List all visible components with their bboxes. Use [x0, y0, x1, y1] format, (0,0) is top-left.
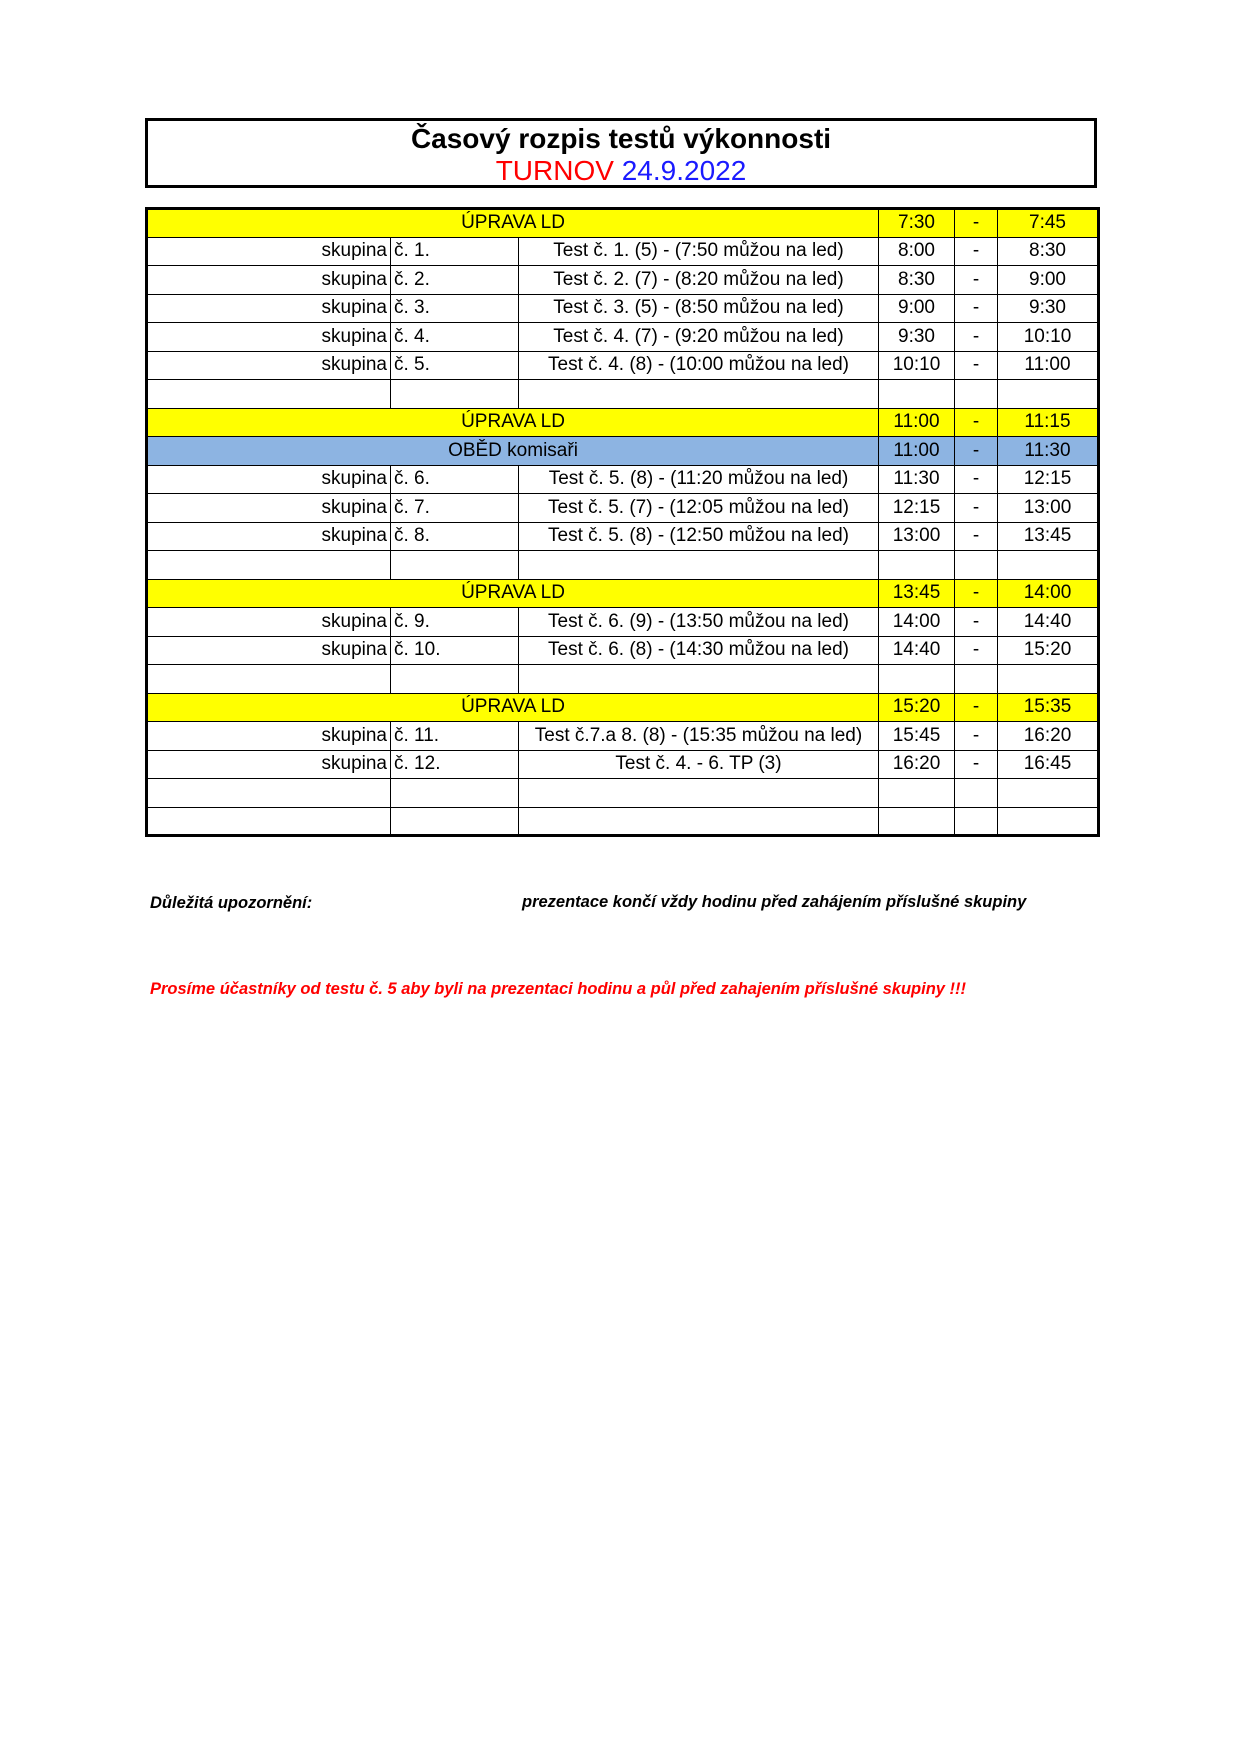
- table-row: [147, 608, 1099, 637]
- test-description: Test č. 4. (7) - (9:20 můžou na led): [519, 323, 879, 352]
- time-from: 14:40: [879, 636, 955, 665]
- empty-row: [147, 665, 1099, 694]
- table-row: [147, 494, 1099, 523]
- time-dash: -: [955, 750, 998, 779]
- time-to: 8:30: [998, 237, 1099, 266]
- empty-cell: [955, 380, 998, 409]
- empty-cell: [998, 665, 1099, 694]
- time-from: 11:00: [879, 437, 955, 466]
- time-dash: -: [955, 494, 998, 523]
- ice-maintenance-row: [147, 579, 1099, 608]
- empty-cell: [998, 551, 1099, 580]
- empty-cell: [519, 665, 879, 694]
- time-dash: -: [955, 351, 998, 380]
- time-from: 16:20: [879, 750, 955, 779]
- time-to: 9:30: [998, 294, 1099, 323]
- row-label: ÚPRAVA LD: [147, 209, 879, 238]
- row-label: ÚPRAVA LD: [147, 408, 879, 437]
- group-label: skupina: [147, 351, 391, 380]
- time-from: 9:30: [879, 323, 955, 352]
- empty-cell: [391, 551, 519, 580]
- test-description: Test č. 5. (8) - (12:50 můžou na led): [519, 522, 879, 551]
- table-row: [147, 750, 1099, 779]
- time-to: 7:45: [998, 209, 1099, 238]
- test-description: Test č.7.a 8. (8) - (15:35 můžou na led): [519, 722, 879, 751]
- empty-cell: [391, 807, 519, 836]
- group-label: skupina: [147, 465, 391, 494]
- empty-cell: [879, 807, 955, 836]
- time-to: 13:00: [998, 494, 1099, 523]
- empty-cell: [391, 779, 519, 808]
- title-date: 24.9.2022: [621, 155, 747, 186]
- test-description: Test č. 3. (5) - (8:50 můžou na led): [519, 294, 879, 323]
- time-to: 16:45: [998, 750, 1099, 779]
- group-number: č. 8.: [391, 522, 519, 551]
- subtitle: [148, 155, 1094, 187]
- empty-cell: [519, 380, 879, 409]
- note-label: Důležitá upozornění:: [150, 894, 313, 912]
- ice-maintenance-row: [147, 408, 1099, 437]
- empty-row: [147, 551, 1099, 580]
- time-dash: -: [955, 636, 998, 665]
- empty-cell: [391, 380, 519, 409]
- test-description: Test č. 4. - 6. TP (3): [519, 750, 879, 779]
- ice-maintenance-row: [147, 209, 1099, 238]
- group-number: č. 5.: [391, 351, 519, 380]
- time-from: 7:30: [879, 209, 955, 238]
- empty-cell: [955, 807, 998, 836]
- empty-cell: [879, 779, 955, 808]
- empty-cell: [147, 380, 391, 409]
- empty-cell: [147, 665, 391, 694]
- empty-cell: [998, 779, 1099, 808]
- group-number: č. 1.: [391, 237, 519, 266]
- time-from: 8:00: [879, 237, 955, 266]
- time-dash: -: [955, 522, 998, 551]
- group-number: č. 11.: [391, 722, 519, 751]
- time-from: 10:10: [879, 351, 955, 380]
- empty-cell: [879, 380, 955, 409]
- time-from: 13:45: [879, 579, 955, 608]
- test-description: Test č. 5. (8) - (11:20 můžou na led): [519, 465, 879, 494]
- test-description: Test č. 2. (7) - (8:20 můžou na led): [519, 266, 879, 295]
- table-row: [147, 351, 1099, 380]
- row-label: ÚPRAVA LD: [147, 693, 879, 722]
- time-to: 13:45: [998, 522, 1099, 551]
- group-label: skupina: [147, 237, 391, 266]
- table-row: [147, 465, 1099, 494]
- group-number: č. 10.: [391, 636, 519, 665]
- empty-cell: [955, 551, 998, 580]
- time-to: 16:20: [998, 722, 1099, 751]
- group-label: skupina: [147, 608, 391, 637]
- table-row: [147, 722, 1099, 751]
- time-to: 12:15: [998, 465, 1099, 494]
- time-to: 15:35: [998, 693, 1099, 722]
- table-row: [147, 266, 1099, 295]
- schedule-body: [147, 209, 1099, 836]
- group-number: č. 9.: [391, 608, 519, 637]
- empty-cell: [519, 779, 879, 808]
- group-label: skupina: [147, 750, 391, 779]
- group-label: skupina: [147, 294, 391, 323]
- group-number: č. 12.: [391, 750, 519, 779]
- test-description: Test č. 6. (8) - (14:30 můžou na led): [519, 636, 879, 665]
- test-description: Test č. 1. (5) - (7:50 můžou na led): [519, 237, 879, 266]
- table-row: [147, 294, 1099, 323]
- time-to: 15:20: [998, 636, 1099, 665]
- lunch-row: [147, 437, 1099, 466]
- empty-cell: [147, 807, 391, 836]
- table-row: [147, 522, 1099, 551]
- time-from: 11:30: [879, 465, 955, 494]
- time-to: 11:15: [998, 408, 1099, 437]
- time-from: 8:30: [879, 266, 955, 295]
- empty-cell: [879, 665, 955, 694]
- row-label: OBĚD komisaři: [147, 437, 879, 466]
- empty-cell: [147, 779, 391, 808]
- table-row: [147, 323, 1099, 352]
- group-number: č. 3.: [391, 294, 519, 323]
- group-label: skupina: [147, 722, 391, 751]
- time-dash: -: [955, 579, 998, 608]
- time-dash: -: [955, 693, 998, 722]
- time-dash: -: [955, 437, 998, 466]
- test-description: Test č. 5. (7) - (12:05 můžou na led): [519, 494, 879, 523]
- time-from: 9:00: [879, 294, 955, 323]
- group-label: skupina: [147, 494, 391, 523]
- empty-cell: [955, 779, 998, 808]
- empty-cell: [879, 551, 955, 580]
- time-from: 15:45: [879, 722, 955, 751]
- empty-row: [147, 807, 1099, 836]
- time-dash: -: [955, 209, 998, 238]
- group-label: skupina: [147, 522, 391, 551]
- table-row: [147, 636, 1099, 665]
- time-dash: -: [955, 323, 998, 352]
- time-dash: -: [955, 266, 998, 295]
- empty-cell: [519, 807, 879, 836]
- time-dash: -: [955, 294, 998, 323]
- empty-cell: [955, 665, 998, 694]
- time-to: 11:30: [998, 437, 1099, 466]
- test-description: Test č. 4. (8) - (10:00 můžou na led): [519, 351, 879, 380]
- time-dash: -: [955, 237, 998, 266]
- time-dash: -: [955, 465, 998, 494]
- time-from: 11:00: [879, 408, 955, 437]
- group-number: č. 7.: [391, 494, 519, 523]
- time-to: 14:00: [998, 579, 1099, 608]
- group-label: skupina: [147, 636, 391, 665]
- group-label: skupina: [147, 266, 391, 295]
- time-from: 13:00: [879, 522, 955, 551]
- schedule-table: [145, 207, 1100, 837]
- time-from: 14:00: [879, 608, 955, 637]
- empty-row: [147, 380, 1099, 409]
- time-to: 14:40: [998, 608, 1099, 637]
- title-place: TURNOV: [495, 155, 614, 186]
- group-number: č. 6.: [391, 465, 519, 494]
- group-number: č. 4.: [391, 323, 519, 352]
- empty-cell: [998, 807, 1099, 836]
- time-dash: -: [955, 722, 998, 751]
- time-to: 10:10: [998, 323, 1099, 352]
- empty-cell: [519, 551, 879, 580]
- time-to: 11:00: [998, 351, 1099, 380]
- empty-row: [147, 779, 1099, 808]
- group-number: č. 2.: [391, 266, 519, 295]
- table-row: [147, 237, 1099, 266]
- title-box: [145, 118, 1097, 188]
- time-from: 15:20: [879, 693, 955, 722]
- warning-note: Prosíme účastníky od testu č. 5 aby byli na prezentaci hodinu a půl před zahajením příslušné skupiny !!!: [150, 980, 967, 998]
- empty-cell: [147, 551, 391, 580]
- empty-cell: [998, 380, 1099, 409]
- group-label: skupina: [147, 323, 391, 352]
- time-from: 12:15: [879, 494, 955, 523]
- time-dash: -: [955, 408, 998, 437]
- time-to: 9:00: [998, 266, 1099, 295]
- note-text: prezentace končí vždy hodinu před zahájením příslušné skupiny: [522, 893, 1027, 911]
- page-title: Časový rozpis testů výkonnosti: [410, 123, 832, 154]
- ice-maintenance-row: [147, 693, 1099, 722]
- empty-cell: [391, 665, 519, 694]
- row-label: ÚPRAVA LD: [147, 579, 879, 608]
- test-description: Test č. 6. (9) - (13:50 můžou na led): [519, 608, 879, 637]
- time-dash: -: [955, 608, 998, 637]
